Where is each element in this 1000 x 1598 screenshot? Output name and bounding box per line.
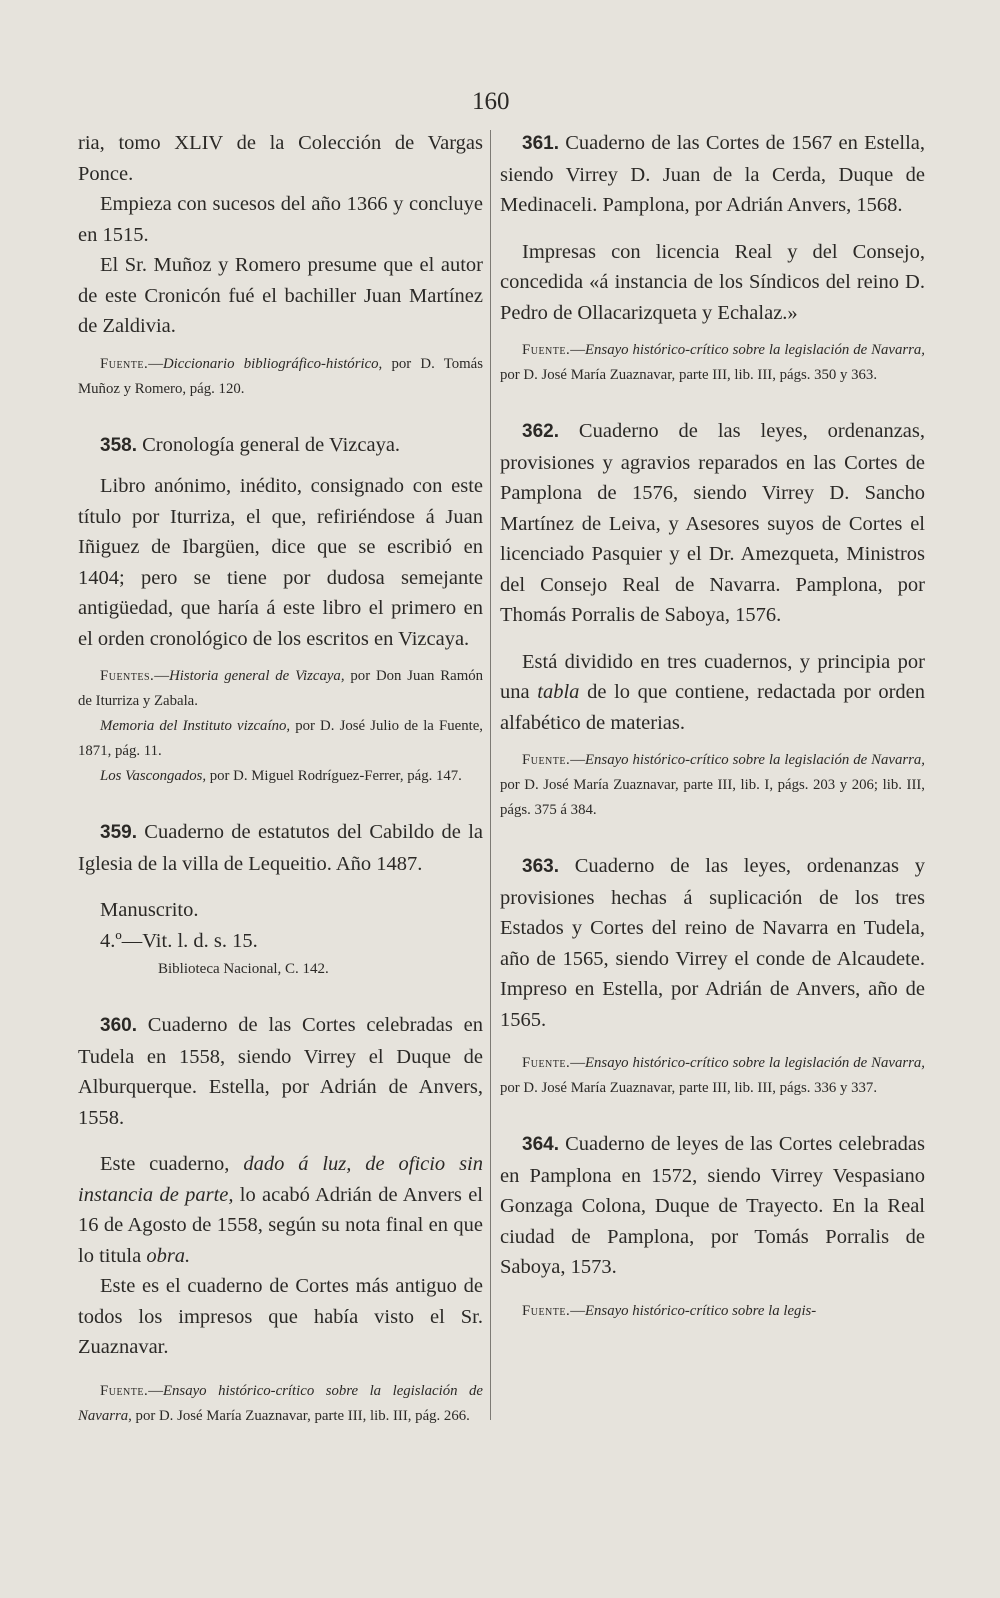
entry-364-heading (500, 1129, 925, 1283)
source-title: Diccionario bibliográfico-histórico, (163, 355, 383, 372)
right-column (500, 128, 925, 1324)
entry-title: Cuaderno de las Cortes celebradas en Tudela en 1558, siendo Virrey el Duque de Alburquerque. Estella, por Adrián de Anvers, 1558. (78, 1014, 484, 1129)
source-label: Fuente. (100, 1382, 149, 1399)
source-note: Fuente.—Ensayo histórico-crítico sobre la legislación de Navarra, por D. José María Zuaznavar, parte III, lib. III, págs. 350 y 363. (500, 342, 925, 383)
continued-text: ria, tomo XLIV de la Colección de Vargas Ponce. (78, 132, 483, 185)
entry-number: 364. (522, 1134, 559, 1155)
entry-361-heading (500, 128, 925, 221)
body-italic: obra. (146, 1244, 191, 1267)
entry-362-heading (500, 416, 925, 631)
body-text: de lo que contiene, redactada por orden alfabético de materias. (500, 681, 925, 734)
entry-title: Cronología general de Vizcaya. (142, 433, 401, 456)
page-number: 160 (472, 88, 510, 115)
source-details: por D. José María Zuaznavar, parte III, lib. III, pág. 266. (131, 1407, 470, 1424)
source-note (78, 764, 483, 789)
source-title: Memoria del Instituto vizcaíno, (100, 718, 291, 734)
entry-number: 363. (522, 856, 559, 877)
entry-body (500, 647, 925, 739)
source-note: Fuente.—Ensayo histórico-crítico sobre la legislación de Navarra, por D. José María Zuaznavar, parte III, lib. I, págs. 203 y 206; lib. III, págs. 375 á 384. (500, 752, 925, 818)
entry-body: Este es el cuaderno de Cortes más antiguo de todos los impresos que había visto el Sr. Zuaznavar. (78, 1275, 483, 1358)
entry-number: 361. (522, 133, 559, 154)
entry-number: 360. (100, 1015, 137, 1036)
body-italic: dado á luz, de oficio sin instancia de parte, (78, 1153, 483, 1206)
body-text: lo acabó Adrián de Anvers el 16 de Agosto de 1558, según su nota final en que lo titula (78, 1183, 483, 1267)
entry-number: 359. (100, 822, 137, 843)
continued-text: El Sr. Muñoz y Romero presume que el autor de este Cronicón fué el bachiller Juan Martínez de Zaldivia. (78, 254, 483, 337)
entry-title: Cuaderno de las leyes, ordenanzas, provisiones y agravios reparados en las Cortes de Pamplona de 1576, siendo Virrey D. Sancho Martínez de Leiva, y Asesores suyos de Cortes el licenciado Pasquier y el Dr. Amezqueta, Ministros del Consejo Real de Navarra. Pamplona, por Thomás Porralis de Saboya, 1576. (500, 420, 926, 626)
source-title: Ensayo histórico-crítico sobre la legis- (585, 1302, 817, 1319)
entry-363-heading (500, 851, 925, 1035)
source-details: por D. Miguel Rodríguez-Ferrer, pág. 147. (206, 768, 462, 784)
source-label: Fuente. (522, 342, 571, 358)
source-title: Los Vascongados, (100, 768, 207, 784)
entry-body: Impresas con licencia Real y del Consejo, concedida «á instancia de los Síndicos del reino D. Pedro de Ollacarizqueta y Echalaz.» (500, 240, 925, 324)
source-details: por D. José María Zuaznavar, parte III, lib. I, págs. 203 y 206; lib. III, págs. 375 á 384. (500, 777, 925, 818)
left-column (78, 128, 483, 1429)
library-location: Biblioteca Nacional, C. 142. (158, 961, 329, 977)
source-title: Ensayo histórico-crítico sobre la legislación de Navarra, (78, 1382, 483, 1424)
entry-title: Cuaderno de las Cortes de 1567 en Estella, siendo Virrey D. Juan de la Cerda, Duque de Medinaceli. Pamplona, por Adrián Anvers, 1568. (500, 132, 926, 216)
shelfmark: 4.º—Vit. l. d. s. 15. (100, 929, 258, 952)
source-note: Fuente.—Ensayo histórico-crítico sobre la legislación de Navarra, por D. José María Zuaznavar, parte III, lib. III, pág. 266. (78, 1382, 483, 1424)
body-text: Este cuaderno, (100, 1153, 244, 1175)
source-details: por D. José Julio de la Fuente, 1871, pág. 11. (78, 718, 483, 759)
source-note: Fuente.—Diccionario bibliográfico-histórico, por D. Tomás Muñoz y Romero, pág. 120. (78, 355, 483, 397)
column-divider (490, 130, 491, 1420)
source-note: Fuentes.—Historia general de Vizcaya, por Don Juan Ramón de Iturriza y Zabala. (78, 668, 483, 709)
entry-358-heading (78, 430, 483, 462)
source-label: Fuente. (100, 355, 149, 372)
source-note (78, 714, 483, 764)
source-note: Fuente.—Ensayo histórico-crítico sobre la legislación de Navarra, por D. José María Zuaznavar, parte III, lib. III, págs. 336 y 337. (500, 1055, 925, 1096)
source-details: por D. José María Zuaznavar, parte III, lib. III, págs. 350 y 363. (500, 367, 878, 383)
source-title: Ensayo histórico-crítico sobre la legislación de Navarra, (585, 752, 925, 768)
source-title: Ensayo histórico-crítico sobre la legislación de Navarra, (585, 1055, 925, 1071)
entry-body (78, 1149, 483, 1271)
source-label: Fuentes. (100, 668, 155, 684)
entry-number: 358. (100, 434, 137, 456)
source-note: Fuente.—Ensayo histórico-crítico sobre la legis- (522, 1302, 817, 1319)
source-title: Ensayo histórico-crítico sobre la legislación de Navarra, (585, 342, 925, 358)
body-italic: tabla (537, 681, 580, 703)
source-details: por D. José María Zuaznavar, parte III, lib. III, págs. 336 y 337. (500, 1080, 878, 1096)
entry-body: Libro anónimo, inédito, consignado con este título por Iturriza, el que, refiriéndose á Juan Iñiguez de Ibargüen, dice que se escribió en 1404; pero se tiene por dudosa semejante antigüedad, que haría á este libro el primero en el orden cronológico de los escritos en Vizcaya. (78, 475, 483, 650)
entry-title: Cuaderno de leyes de las Cortes celebradas en Pamplona en 1572, siendo Virrey Vespasiano Gonzaga Colona, Duque de Trayecto. En la Real ciudad de Pamplona, por Tomás Porralis de Saboya, 1573. (500, 1133, 926, 1278)
source-title: Historia general de Vizcaya, (169, 668, 345, 684)
source-details: por D. Tomás Muñoz y Romero, pág. 120. (78, 355, 483, 397)
entry-360-heading (78, 1010, 483, 1133)
entry-359-heading (78, 817, 483, 879)
continued-text: Empieza con sucesos del año 1366 y concluye en 1515. (78, 193, 483, 246)
source-details: por Don Juan Ramón de Iturriza y Zabala. (78, 668, 483, 709)
entry-number: 362. (522, 421, 559, 442)
source-label: Fuente. (522, 752, 571, 768)
entry-title: Cuaderno de las leyes, ordenanzas y provisiones hechas á suplicación de los tres Estados y Cortes del reino de Navarra en Tudela, año de 1565, siendo Virrey el conde de Alcaudete. Impreso en Estella, por Adrián de Anvers, año de 1565. (500, 855, 925, 1031)
source-label: Fuente. (522, 1302, 571, 1319)
entry-title: Cuaderno de estatutos del Cabildo de la Iglesia de la villa de Lequeitio. Año 1487. (78, 821, 484, 875)
body-text: Está dividido en tres cuadernos, y principia por una (500, 650, 925, 703)
source-label: Fuente. (522, 1055, 571, 1071)
manuscript-label: Manuscrito. (100, 899, 199, 921)
